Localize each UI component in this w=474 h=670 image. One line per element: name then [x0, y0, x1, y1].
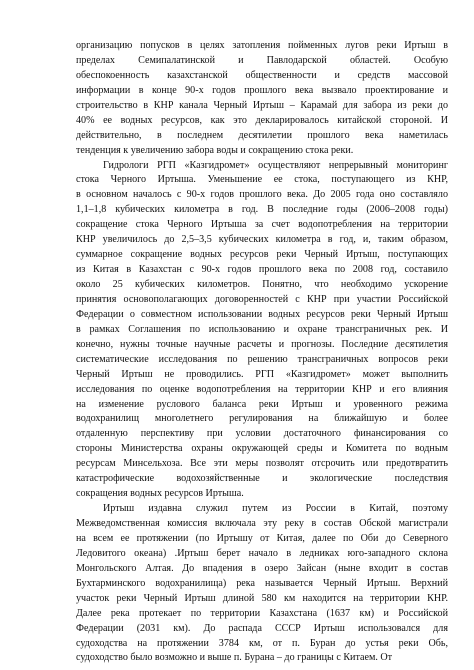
text-line: Иртыш издавна служил путем из России в Китай, поэтому	[103, 503, 448, 515]
text-line: Далее река протекает по территории Казахстана (1637 км) и Российской	[76, 607, 448, 619]
text-line: Черный Иртыш не проводились. РГП «Казгидромет» может выполнить	[76, 368, 448, 380]
text-line: катастрофические водохозяйственные и экологические последствия	[76, 473, 448, 485]
text-line: обеспокоенность казахстанской общественности и средств массовой	[76, 69, 448, 81]
text-line: из Китая в Казахстан с 90-х годов прошлого века по 2008 год, составило	[76, 264, 448, 276]
text-line: 1,1–1,8 кубических километра в год. В последние годы (2006–2008 годы)	[76, 204, 448, 216]
text-line: Гидрологи РГП «Казгидромет» осуществляют непрерывный мониторинг	[103, 159, 448, 171]
text-line: судоходство было возможно и выше п. Бурана – до границы с Китаем. От	[76, 652, 393, 664]
paragraph-1	[76, 39, 448, 159]
text-line: участок реки Черный Иртыш длиной 580 км находится на территории КНР.	[76, 592, 448, 604]
text-line: пределах Семипалатинской и Павлодарской областей. Особую	[76, 54, 448, 66]
text-line: отдаленную перспективу при условии достаточного финансирования со	[76, 428, 448, 440]
text-line: сокращение стока Черного Иртыша за счет водопотребления на территории	[76, 219, 448, 231]
text-line: в рамках Соглашения по использованию и охране трансграничных рек. И	[76, 323, 448, 335]
text-line: конечно, нужны точные научные расчеты и прогнозы. Последние десятилетия	[76, 338, 448, 350]
text-line: водохранилищ многолетнего регулирования на ближайшую и более	[76, 413, 448, 425]
text-line: Межведомственная комиссия включала эту реку в состав Обской магистрали	[76, 518, 448, 529]
text-line: Ледовитого океана) .Иртыш берет начало в ледниках юго-западного склона	[76, 547, 448, 559]
text-line: на всем ее протяжении (по Иртышу от Китая, далее по Оби до Северного	[76, 532, 448, 544]
text-line: в основном началось с 90-х годов прошлого века. До 2005 года оно составляло	[76, 189, 448, 201]
text-line: судоходства на протяжении 3784 км, от п. Буран до устья реки Обь,	[76, 637, 448, 649]
text-line: около 25 кубических километров. Понятно, что необходимо ускорение	[76, 279, 448, 290]
text-line: строительство в КНР канала Черный Иртыш – Карамай для забора из реки до	[76, 99, 448, 111]
text-line: организацию попусков в целях затопления пойменных лугов реки Иртыш в	[76, 40, 448, 51]
text-line: информации в конце 90-х годов прошлого века вызвало проектирование и	[76, 84, 448, 96]
text-line: на изменение руслового баланса реки Иртыш и уровенного режима	[76, 398, 448, 410]
text-line: систематические исследования по решению трансграничных вопросов реки	[76, 353, 448, 365]
paragraph-2	[76, 159, 448, 503]
text-line: сокращения водных ресурсов Иртыша.	[76, 488, 244, 500]
text-line: КНР увеличилось до 2,5–3,5 кубических километра в год, и, таким образом,	[76, 234, 448, 246]
text-line: Бухтарминского водохранилища) река называется Черный Иртыш. Верхний	[76, 577, 448, 589]
text-line: стока Черного Иртыша. Уменьшение ее стока, поступающего из КНР,	[76, 174, 448, 186]
text-line: суммарное сокращение водных ресурсов реки Черный Иртыш, поступающих	[76, 249, 448, 261]
text-line: ресурсам Минсельхоза. Все эти меры позволят отсрочить или предотвратить	[76, 458, 448, 470]
text-line: принятия основополагающих договоренностей с КНР при участии Российской	[76, 293, 448, 305]
text-line: Монгольского Алтая. До впадения в озеро Зайсан (ныне входит в состав	[76, 562, 448, 574]
text-line: 40% ее водных ресурсов, как это декларировалось китайской стороной. И	[76, 114, 448, 126]
text-line: Федерации (2031 км). До распада СССР Иртыш использовался для	[76, 622, 448, 634]
document-body	[76, 39, 448, 666]
text-line: стороны Министерства охраны окружающей среды и Комитета по водным	[76, 443, 448, 455]
text-line: действительно, в последнем десятилетии прошлого века наметилась	[76, 129, 448, 141]
text-line: Федерации о совместном использовании водных ресурсов реки Черный Иртыш	[76, 308, 448, 320]
text-line: исследования по оценке водопотребления на территории КНР и его влияния	[76, 383, 448, 395]
paragraph-3	[76, 502, 448, 666]
text-line: тенденция к увеличению забора воды и сокращению стока реки.	[76, 144, 354, 156]
